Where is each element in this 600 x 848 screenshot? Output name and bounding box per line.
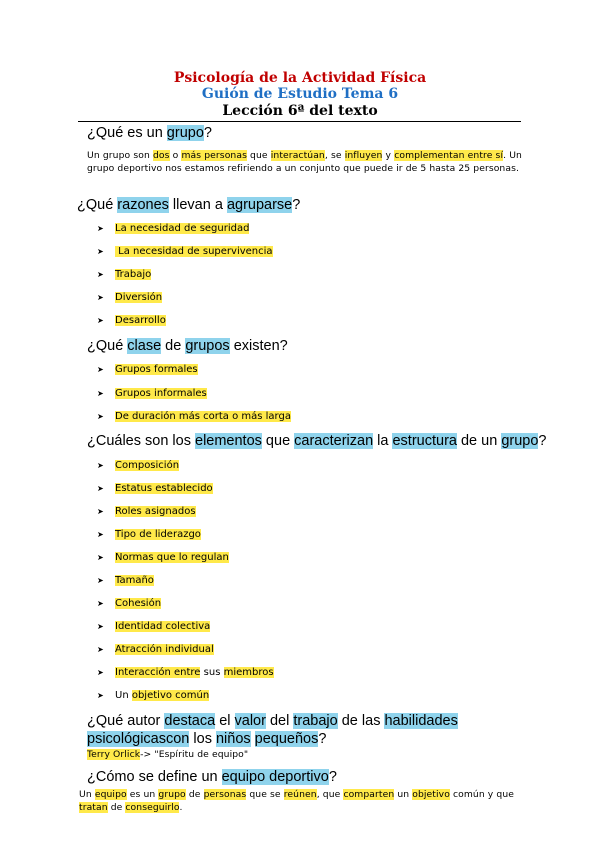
list-item: ➤ Diversión: [97, 292, 163, 303]
list-item: ➤ Tamaño: [97, 575, 154, 586]
answer-author: Terry Orlick-> "Espíritu de equipo": [87, 749, 249, 760]
answer-what-is-group: Un grupo son dos o más personas que interactúan, se influyen y complementan entre sí. Un grupo deportivo nos estamos refiriendo a un conjunto que puede ir de 5 hasta 25 personas.: [87, 150, 522, 174]
question-author: ¿Qué autor destaca el valor del trabajo de las habilidades: [87, 713, 458, 729]
list-item: ➤ Identidad colectiva: [97, 621, 211, 632]
document-subtitle: Guión de Estudio Tema 6: [201, 86, 399, 102]
answer-sports-team: Un equipo es un grupo de personas que se reúnen, que comparten un objetivo común y que tratan de conseguirlo.: [79, 789, 515, 813]
list-item: ➤ Normas que lo regulan: [97, 552, 229, 563]
list-item: ➤ Interacción entre sus miembros: [97, 667, 274, 678]
arrow-bullet-icon: ➤: [97, 270, 104, 279]
arrow-bullet-icon: ➤: [97, 553, 104, 562]
question-structure-elements: ¿Cuáles son los elementos que caracterizan la estructura de un grupo?: [87, 433, 547, 449]
arrow-bullet-icon: ➤: [97, 365, 104, 374]
arrow-bullet-icon: ➤: [97, 412, 104, 421]
list-item: ➤ De duración más corta o más larga: [97, 411, 291, 422]
list-item: ➤ Estatus establecido: [97, 483, 213, 494]
list-item: ➤ Desarrollo: [97, 315, 166, 326]
question-what-is-group: ¿Qué es un grupo?: [87, 125, 212, 141]
list-item: ➤ La necesidad de seguridad: [97, 223, 250, 234]
question-reasons: ¿Qué razones llevan a agruparse?: [77, 197, 301, 213]
arrow-bullet-icon: ➤: [97, 576, 104, 585]
header-divider: [78, 121, 521, 122]
list-item: ➤ Tipo de liderazgo: [97, 529, 201, 540]
list-item: ➤ Cohesión: [97, 598, 162, 609]
arrow-bullet-icon: ➤: [97, 530, 104, 539]
arrow-bullet-icon: ➤: [97, 316, 104, 325]
document-title: Psicología de la Actividad Física: [173, 70, 427, 86]
arrow-bullet-icon: ➤: [97, 645, 104, 654]
list-item: ➤ Trabajo: [97, 269, 152, 280]
list-item: ➤ Composición: [97, 460, 180, 471]
arrow-bullet-icon: ➤: [97, 484, 104, 493]
arrow-bullet-icon: ➤: [97, 691, 104, 700]
question-group-classes: ¿Qué clase de grupos existen?: [87, 338, 288, 354]
list-item: ➤ Un objetivo común: [97, 690, 210, 701]
question-sports-team: ¿Cómo se define un equipo deportivo?: [87, 769, 337, 785]
list-item: ➤ La necesidad de supervivencia: [97, 246, 273, 257]
arrow-bullet-icon: ➤: [97, 247, 104, 256]
arrow-bullet-icon: ➤: [97, 461, 104, 470]
arrow-bullet-icon: ➤: [97, 507, 104, 516]
question-author-cont: psicológicascon los niños pequeños?: [87, 731, 327, 747]
list-item: ➤ Atracción individual: [97, 644, 214, 655]
list-item: ➤ Roles asignados: [97, 506, 196, 517]
list-item: ➤ Grupos formales: [97, 364, 198, 375]
arrow-bullet-icon: ➤: [97, 622, 104, 631]
arrow-bullet-icon: ➤: [97, 293, 104, 302]
arrow-bullet-icon: ➤: [97, 389, 104, 398]
keyword: grupo: [166, 125, 204, 141]
arrow-bullet-icon: ➤: [97, 599, 104, 608]
list-item: ➤ Grupos informales: [97, 388, 207, 399]
arrow-bullet-icon: ➤: [97, 224, 104, 233]
lesson-reference: Lección 6ª del texto: [222, 103, 378, 119]
arrow-bullet-icon: ➤: [97, 668, 104, 677]
